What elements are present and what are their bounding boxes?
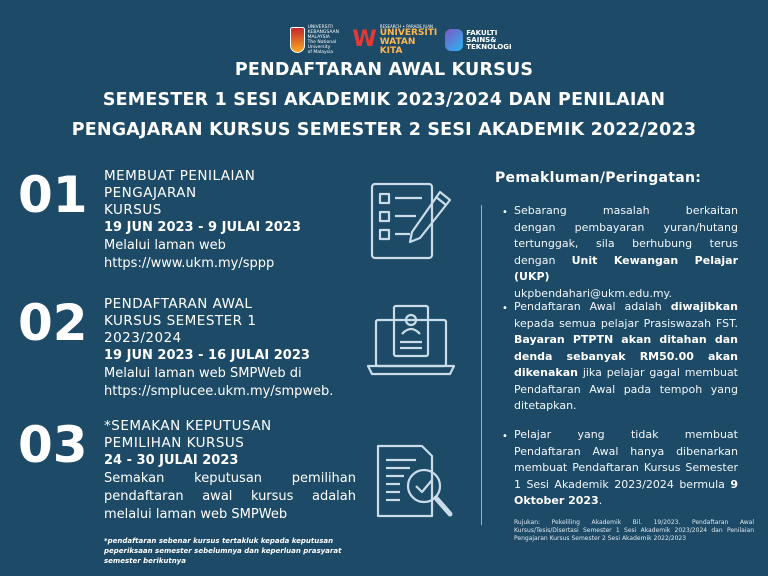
wk-logo-text <box>380 24 438 56</box>
wk-top-text: RESEARCH • PARADE JUAN <box>379 24 434 29</box>
wk-sub-text: WATAN KITA <box>379 37 416 56</box>
checklist-pencil-icon <box>366 176 456 266</box>
document-search-icon <box>370 436 460 526</box>
reference-note: Rujukan: Pekeliling Akademik Bil. 19/2023. Pendaftaran Awal Kursus/Tesis/Disertasi Semester 1 Sesi Akademik 2023/2024 dan Penilaian Pengajaran Kursus Semester 2 Sesi Akademik 2022/2023 <box>514 519 754 542</box>
ukm-line-1: UNIVERSITI <box>307 25 333 30</box>
notice-bold: Bayaran PTPTN akan ditahan dan denda sebanyak RM50.00 akan dikenakan <box>514 333 738 379</box>
step-note-line: *pendaftaran sebenar kursus tertakluk kepada keputusan <box>104 537 334 545</box>
notice-bold: 9 Oktober 2023 <box>514 477 738 507</box>
step-text-line: Semakan keputusan pemilihan <box>104 471 356 486</box>
logo-bar <box>290 24 512 56</box>
fst-mark-icon <box>445 29 463 51</box>
step-title-line: PEMILIHAN KURSUS <box>104 435 245 451</box>
step-title-line: PENGAJARAN <box>104 185 197 201</box>
step-title-line: *SEMAKAN KEPUTUSAN <box>104 418 272 434</box>
fst-logo <box>445 29 511 51</box>
step-body <box>104 168 354 273</box>
step-date: 19 JUN 2023 - 9 JULAI 2023 <box>104 220 301 235</box>
step-body <box>104 418 356 524</box>
step-body <box>104 296 354 401</box>
ukm-logo-text <box>308 25 345 55</box>
step-number: 03 <box>18 416 88 474</box>
ukm-line-2: KEBANGSAAN <box>307 30 339 35</box>
notice-title: Pemakluman/Peringatan: <box>495 170 702 186</box>
step-text-line: Melalui laman web <box>104 238 226 253</box>
fst-line-2: SAINS& <box>466 35 497 44</box>
step-text-line: Melalui laman web SMPWeb di <box>104 366 302 381</box>
step-title-line: 2023/2024 <box>104 330 182 346</box>
notice-text: dengan <box>514 253 572 267</box>
notice-text: jika pelajar gagal membuat Pendaftaran Awal pada tempoh yang ditetapkan. <box>514 366 738 412</box>
step-note <box>104 536 364 566</box>
fst-logo-text <box>466 30 511 51</box>
step-title-line: KURSUS SEMESTER 1 <box>104 313 257 329</box>
notice-email[interactable]: ukpbendahari@ukm.edu.my. <box>514 286 672 300</box>
notice-item-1 <box>514 203 738 302</box>
page-title-line-3: PENGAJARAN KURSUS SEMESTER 2 SESI AKADEMIK 2022/2023 <box>71 120 697 140</box>
notice-bold: diwajibkan <box>670 300 738 313</box>
notice-item-3 <box>514 427 738 510</box>
page-title-line-1: PENDAFTARAN AWAL KURSUS <box>234 60 534 80</box>
step-date: 19 JUN 2023 - 16 JULAI 2023 <box>104 348 310 363</box>
step-title-line: KURSUS <box>104 202 162 218</box>
bullet: • <box>502 431 508 442</box>
step-url[interactable]: https://smplucee.ukm.my/smpweb. <box>104 384 334 399</box>
ukm-line-4: The National University <box>307 40 337 50</box>
step-number: 02 <box>18 294 88 352</box>
step-text-line: pendaftaran awal kursus adalah <box>104 489 356 504</box>
step-note-line: semester berikutnya <box>104 557 186 565</box>
notice-bold: Unit Kewangan Pelajar (UKP) <box>514 253 739 283</box>
step-text-line: melalui laman web SMPWeb <box>104 507 288 522</box>
notice-text: Pelajar yang tidak membuat Pendaftaran Awal hanya dibenarkan membuat Pendaftaran Kursus Semester 1 Sesi Akademik 2023/2024 bermula <box>514 428 738 491</box>
wk-mark-icon: W <box>352 27 377 52</box>
notice-line: dengan pembayaran yuran/hutang <box>514 220 738 234</box>
page-title-line-2: SEMESTER 1 SESI AKADEMIK 2023/2024 DAN PENILAIAN <box>102 90 666 110</box>
step-title-line: PENDAFTARAN AWAL <box>104 296 253 312</box>
bullet: • <box>502 207 508 218</box>
notice-divider <box>481 205 482 525</box>
notice-text: kepada semua pelajar Prasiswazah FST. <box>514 316 738 330</box>
ukm-line-3: MALAYSIA <box>307 35 330 40</box>
ukm-logo <box>290 25 344 55</box>
notice-line <box>514 253 738 286</box>
bullet: • <box>502 303 508 314</box>
notice-line: Sebarang masalah berkaitan <box>514 204 738 217</box>
notice-text: . <box>598 494 603 507</box>
ukm-crest-icon <box>290 27 305 53</box>
laptop-profile-icon <box>366 300 456 390</box>
step-number: 01 <box>18 166 88 224</box>
ukm-line-5: of Malaysia <box>307 50 334 55</box>
notice-text: Pendaftaran Awal adalah <box>514 300 662 313</box>
step-url[interactable]: https://www.ukm.my/sppp <box>104 256 275 271</box>
fst-line-1: FAKULTI <box>466 28 498 37</box>
universiti-watan-kita-logo <box>352 24 437 56</box>
step-title-line: MEMBUAT PENILAIAN <box>104 168 256 184</box>
step-date: 24 - 30 JULAI 2023 <box>104 453 239 468</box>
fst-line-3: TEKNOLOGI <box>466 42 512 51</box>
step-note-line: peperiksaan semester sebelumnya dan keperluan prasyarat <box>104 547 342 555</box>
notice-line: tertunggak, sila berhubung terus <box>514 237 738 250</box>
notice-item-2 <box>514 299 738 415</box>
wk-main-text: UNIVERSITI <box>379 28 438 38</box>
